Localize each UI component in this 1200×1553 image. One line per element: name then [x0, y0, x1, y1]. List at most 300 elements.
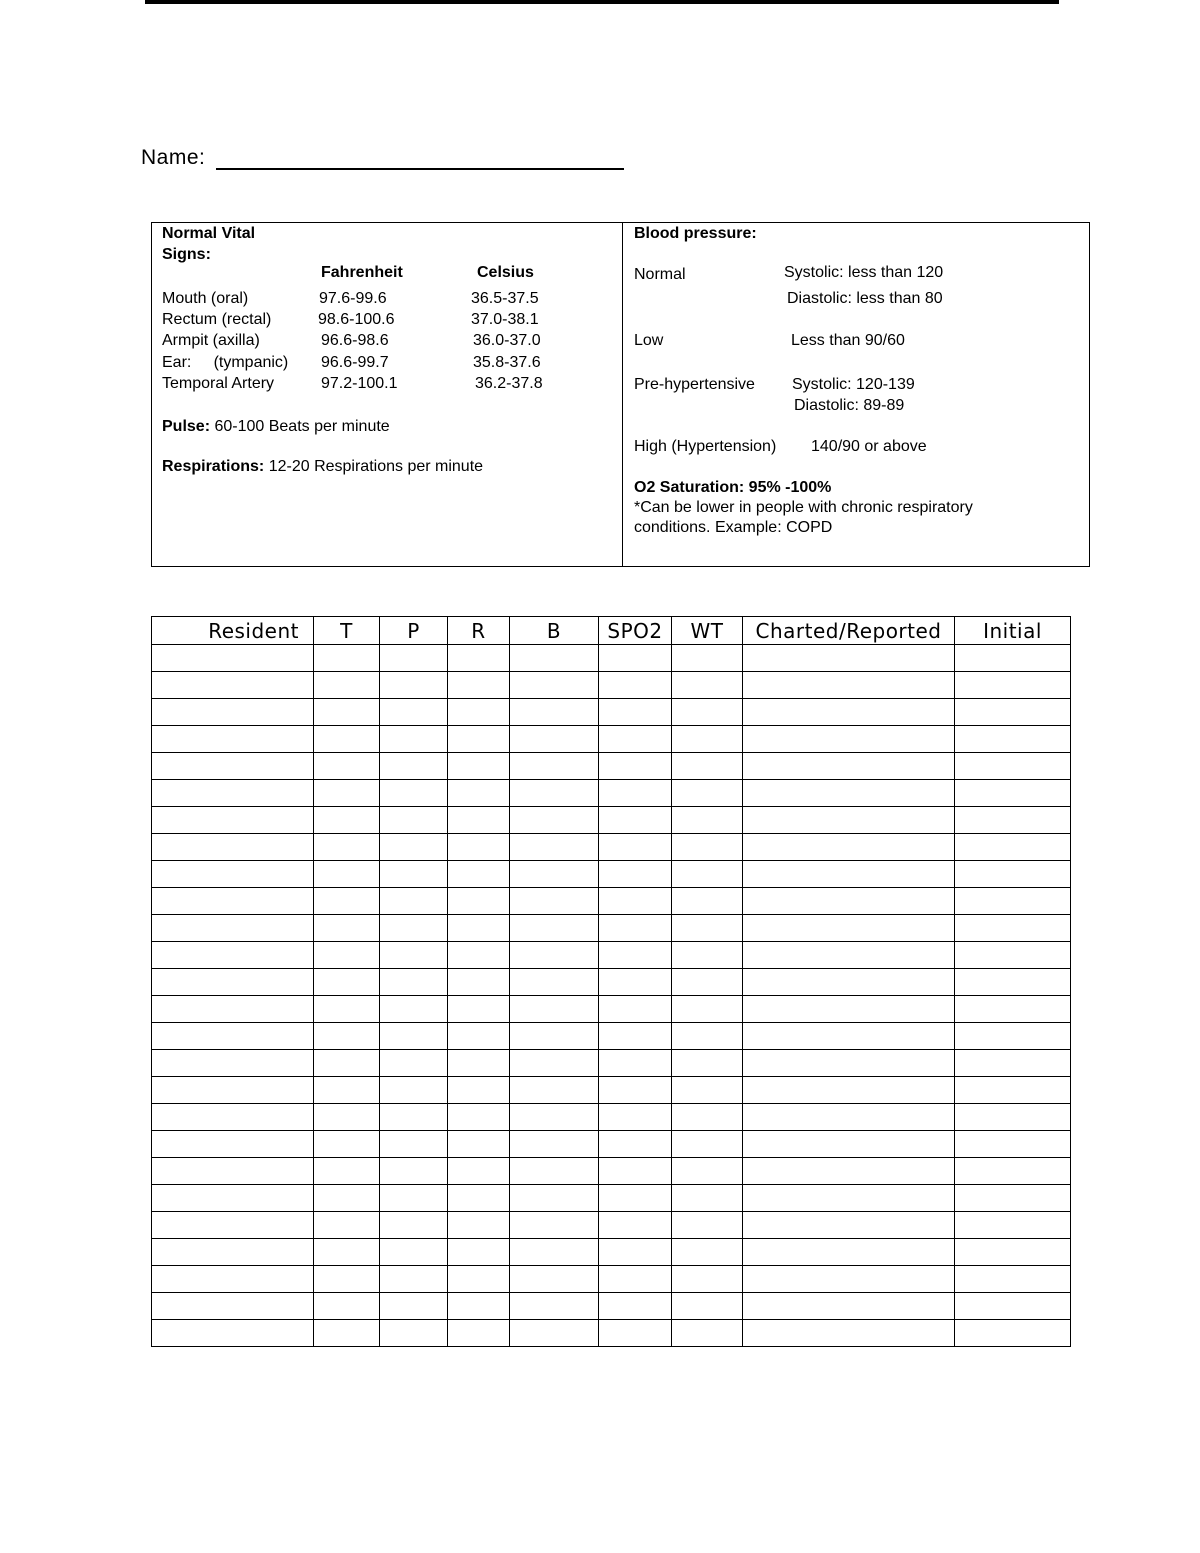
table-cell[interactable] [510, 861, 599, 888]
table-cell[interactable] [672, 888, 743, 915]
table-cell[interactable] [510, 969, 599, 996]
table-cell[interactable] [380, 1320, 448, 1347]
table-cell[interactable] [510, 1158, 599, 1185]
pulse-label: Pulse: [162, 418, 211, 435]
table-cell[interactable] [672, 672, 743, 699]
table-cell[interactable] [599, 1104, 672, 1131]
table-cell[interactable] [743, 888, 955, 915]
table-cell[interactable] [599, 915, 672, 942]
table-cell[interactable] [314, 888, 380, 915]
table-cell[interactable] [599, 1320, 672, 1347]
table-cell[interactable] [448, 915, 510, 942]
table-cell[interactable] [955, 672, 1071, 699]
table-cell[interactable] [314, 1104, 380, 1131]
table-cell[interactable] [510, 1077, 599, 1104]
table-row [152, 1050, 1071, 1077]
table-cell[interactable] [448, 1131, 510, 1158]
col-header-r: R [448, 617, 510, 645]
table-cell[interactable] [955, 1158, 1071, 1185]
table-cell[interactable] [510, 942, 599, 969]
bp-pre-label: Pre-hypertensive [634, 376, 755, 393]
table-cell[interactable] [152, 861, 314, 888]
table-cell[interactable] [152, 1293, 314, 1320]
table-cell[interactable] [955, 780, 1071, 807]
table-cell[interactable] [599, 780, 672, 807]
table-cell[interactable] [152, 1131, 314, 1158]
table-cell[interactable] [314, 699, 380, 726]
table-cell[interactable] [743, 942, 955, 969]
table-row [152, 861, 1071, 888]
table-cell[interactable] [380, 780, 448, 807]
table-cell[interactable] [672, 1185, 743, 1212]
table-cell[interactable] [743, 861, 955, 888]
table-cell[interactable] [510, 1320, 599, 1347]
table-row [152, 1077, 1071, 1104]
table-cell[interactable] [314, 861, 380, 888]
table-cell[interactable] [380, 1023, 448, 1050]
table-cell[interactable] [955, 807, 1071, 834]
table-cell[interactable] [743, 1050, 955, 1077]
table-cell[interactable] [672, 1266, 743, 1293]
table-row [152, 726, 1071, 753]
table-cell[interactable] [314, 1050, 380, 1077]
table-cell[interactable] [314, 645, 380, 672]
table-cell[interactable] [955, 645, 1071, 672]
o2-title: O2 Saturation: 95% -100% [634, 479, 832, 496]
table-cell[interactable] [510, 996, 599, 1023]
table-cell[interactable] [152, 1104, 314, 1131]
table-cell[interactable] [152, 969, 314, 996]
table-row [152, 942, 1071, 969]
table-cell[interactable] [599, 1158, 672, 1185]
table-cell[interactable] [380, 1050, 448, 1077]
table-cell[interactable] [448, 1050, 510, 1077]
table-cell[interactable] [314, 807, 380, 834]
table-cell[interactable] [448, 1185, 510, 1212]
table-row [152, 1185, 1071, 1212]
col-header-wt: WT [672, 617, 743, 645]
table-cell[interactable] [955, 1104, 1071, 1131]
table-cell[interactable] [599, 726, 672, 753]
table-cell[interactable] [672, 996, 743, 1023]
table-cell[interactable] [510, 1131, 599, 1158]
table-cell[interactable] [672, 942, 743, 969]
table-cell[interactable] [955, 1239, 1071, 1266]
bp-high-label: High (Hypertension) [634, 438, 777, 455]
table-cell[interactable] [672, 1077, 743, 1104]
table-cell[interactable] [743, 1293, 955, 1320]
table-cell[interactable] [743, 726, 955, 753]
table-cell[interactable] [448, 699, 510, 726]
table-cell[interactable] [380, 1293, 448, 1320]
table-row [152, 1212, 1071, 1239]
col-header-initial: Initial [955, 617, 1071, 645]
table-cell[interactable] [152, 834, 314, 861]
temp-site: Armpit (axilla) [162, 332, 260, 349]
table-cell[interactable] [448, 1023, 510, 1050]
table-cell[interactable] [314, 1320, 380, 1347]
table-cell[interactable] [380, 753, 448, 780]
table-cell[interactable] [672, 753, 743, 780]
table-cell[interactable] [955, 942, 1071, 969]
table-cell[interactable] [314, 996, 380, 1023]
table-cell[interactable] [955, 915, 1071, 942]
table-row [152, 1293, 1071, 1320]
table-cell[interactable] [672, 1320, 743, 1347]
table-cell[interactable] [448, 1266, 510, 1293]
table-cell[interactable] [380, 672, 448, 699]
table-cell[interactable] [599, 807, 672, 834]
table-cell[interactable] [955, 1212, 1071, 1239]
table-cell[interactable] [599, 645, 672, 672]
vitals-log-table [151, 616, 1071, 1347]
table-cell[interactable] [152, 1320, 314, 1347]
table-cell[interactable] [599, 861, 672, 888]
table-cell[interactable] [314, 834, 380, 861]
table-cell[interactable] [510, 1266, 599, 1293]
table-cell[interactable] [672, 1023, 743, 1050]
table-row [152, 645, 1071, 672]
table-row [152, 888, 1071, 915]
table-cell[interactable] [380, 1185, 448, 1212]
table-cell[interactable] [380, 1158, 448, 1185]
table-row [152, 996, 1071, 1023]
table-cell[interactable] [743, 1104, 955, 1131]
table-cell[interactable] [380, 1104, 448, 1131]
table-cell[interactable] [314, 780, 380, 807]
table-cell[interactable] [510, 888, 599, 915]
table-cell[interactable] [672, 969, 743, 996]
temp-f: 96.6-98.6 [321, 332, 389, 349]
table-cell[interactable] [152, 780, 314, 807]
table-cell[interactable] [599, 699, 672, 726]
table-cell[interactable] [672, 807, 743, 834]
table-cell[interactable] [380, 726, 448, 753]
table-cell[interactable] [380, 996, 448, 1023]
table-cell[interactable] [510, 699, 599, 726]
table-cell[interactable] [152, 1023, 314, 1050]
table-cell[interactable] [672, 861, 743, 888]
table-cell[interactable] [672, 1104, 743, 1131]
table-cell[interactable] [599, 1050, 672, 1077]
table-cell[interactable] [510, 1293, 599, 1320]
table-cell[interactable] [743, 834, 955, 861]
table-cell[interactable] [672, 1239, 743, 1266]
bp-normal-systolic: Systolic: less than 120 [784, 264, 944, 281]
table-cell[interactable] [510, 1212, 599, 1239]
table-cell[interactable] [448, 1077, 510, 1104]
bp-title: Blood pressure: [634, 225, 757, 242]
table-cell[interactable] [380, 888, 448, 915]
table-row [152, 1131, 1071, 1158]
table-cell[interactable] [672, 1293, 743, 1320]
temp-c: 36.0-37.0 [473, 332, 541, 349]
table-cell[interactable] [448, 1158, 510, 1185]
table-cell[interactable] [510, 753, 599, 780]
table-cell[interactable] [152, 996, 314, 1023]
respirations-value: 12-20 Respirations per minute [268, 458, 484, 475]
table-cell[interactable] [448, 861, 510, 888]
table-cell[interactable] [314, 753, 380, 780]
col-header-resident: Resident [152, 617, 314, 645]
table-row [152, 1320, 1071, 1347]
table-cell[interactable] [314, 1158, 380, 1185]
bp-high-value: 140/90 or above [811, 438, 927, 455]
table-cell[interactable] [955, 996, 1071, 1023]
table-cell[interactable] [743, 915, 955, 942]
table-cell[interactable] [955, 1185, 1071, 1212]
table-cell[interactable] [743, 996, 955, 1023]
table-cell[interactable] [314, 942, 380, 969]
table-cell[interactable] [599, 834, 672, 861]
temp-site: Temporal Artery [162, 375, 275, 392]
table-cell[interactable] [314, 1266, 380, 1293]
table-cell[interactable] [743, 645, 955, 672]
table-cell[interactable] [743, 1158, 955, 1185]
table-cell[interactable] [599, 753, 672, 780]
table-cell[interactable] [380, 942, 448, 969]
table-cell[interactable] [955, 1050, 1071, 1077]
table-cell[interactable] [510, 1023, 599, 1050]
table-cell[interactable] [599, 1077, 672, 1104]
vitals-title-1: Normal Vital [162, 225, 256, 242]
table-cell[interactable] [314, 726, 380, 753]
table-cell[interactable] [743, 1266, 955, 1293]
table-cell[interactable] [955, 969, 1071, 996]
table-row [152, 807, 1071, 834]
celsius-header: Celsius [477, 264, 534, 281]
table-cell[interactable] [152, 1050, 314, 1077]
table-cell[interactable] [314, 672, 380, 699]
table-cell[interactable] [510, 834, 599, 861]
table-cell[interactable] [380, 699, 448, 726]
table-cell[interactable] [448, 969, 510, 996]
table-row [152, 1266, 1071, 1293]
table-cell[interactable] [448, 645, 510, 672]
reference-divider [622, 222, 623, 567]
bp-normal-diastolic: Diastolic: less than 80 [787, 290, 943, 307]
table-cell[interactable] [380, 1239, 448, 1266]
table-cell[interactable] [743, 1023, 955, 1050]
table-cell[interactable] [314, 1131, 380, 1158]
temp-f: 98.6-100.6 [318, 311, 395, 328]
table-cell[interactable] [380, 1131, 448, 1158]
table-cell[interactable] [510, 672, 599, 699]
table-cell[interactable] [672, 1158, 743, 1185]
respirations-line [162, 459, 483, 475]
table-cell[interactable] [955, 861, 1071, 888]
table-row [152, 834, 1071, 861]
table-header-row [152, 617, 1071, 645]
table-cell[interactable] [599, 1185, 672, 1212]
pulse-value: 60-100 Beats per minute [214, 418, 390, 435]
table-cell[interactable] [743, 1131, 955, 1158]
table-cell[interactable] [448, 1293, 510, 1320]
table-cell[interactable] [380, 861, 448, 888]
table-cell[interactable] [314, 1023, 380, 1050]
table-cell[interactable] [448, 807, 510, 834]
table-cell[interactable] [448, 888, 510, 915]
table-row [152, 753, 1071, 780]
table-cell[interactable] [510, 726, 599, 753]
table-cell[interactable] [152, 726, 314, 753]
table-cell[interactable] [510, 1050, 599, 1077]
name-field[interactable] [216, 168, 624, 170]
temp-site: Rectum (rectal) [162, 311, 272, 328]
table-cell[interactable] [672, 915, 743, 942]
table-row [152, 1104, 1071, 1131]
table-cell[interactable] [152, 1158, 314, 1185]
table-cell[interactable] [955, 1077, 1071, 1104]
table-cell[interactable] [955, 726, 1071, 753]
table-cell[interactable] [510, 1185, 599, 1212]
table-cell[interactable] [510, 645, 599, 672]
table-cell[interactable] [448, 753, 510, 780]
bp-normal-label: Normal [634, 266, 686, 283]
table-cell[interactable] [743, 780, 955, 807]
table-cell[interactable] [380, 645, 448, 672]
table-cell[interactable] [380, 1266, 448, 1293]
table-cell[interactable] [743, 1077, 955, 1104]
table-cell[interactable] [743, 1185, 955, 1212]
table-cell[interactable] [380, 915, 448, 942]
table-cell[interactable] [448, 942, 510, 969]
table-cell[interactable] [152, 1077, 314, 1104]
temp-c: 35.8-37.6 [473, 354, 541, 371]
table-cell[interactable] [448, 1104, 510, 1131]
table-cell[interactable] [743, 699, 955, 726]
table-cell[interactable] [314, 1212, 380, 1239]
table-cell[interactable] [380, 1077, 448, 1104]
table-cell[interactable] [599, 888, 672, 915]
temp-c: 36.5-37.5 [471, 290, 539, 307]
table-cell[interactable] [599, 1023, 672, 1050]
bp-low-label: Low [634, 332, 664, 349]
table-cell[interactable] [448, 672, 510, 699]
table-cell[interactable] [152, 753, 314, 780]
table-cell[interactable] [314, 1293, 380, 1320]
table-cell[interactable] [955, 1131, 1071, 1158]
table-cell[interactable] [314, 1239, 380, 1266]
table-cell[interactable] [448, 1320, 510, 1347]
col-header-b: B [510, 617, 599, 645]
table-cell[interactable] [743, 807, 955, 834]
table-cell[interactable] [152, 807, 314, 834]
table-cell[interactable] [599, 1212, 672, 1239]
table-cell[interactable] [510, 1104, 599, 1131]
table-cell[interactable] [955, 1293, 1071, 1320]
table-cell[interactable] [152, 1266, 314, 1293]
table-cell[interactable] [672, 1050, 743, 1077]
table-cell[interactable] [152, 942, 314, 969]
table-cell[interactable] [743, 1212, 955, 1239]
table-cell[interactable] [314, 1185, 380, 1212]
table-cell[interactable] [743, 969, 955, 996]
table-cell[interactable] [152, 1185, 314, 1212]
table-row [152, 1023, 1071, 1050]
bp-pre-diastolic: Diastolic: 89-89 [794, 397, 905, 414]
name-label: Name: [141, 146, 206, 169]
pulse-line [162, 419, 390, 435]
table-cell[interactable] [672, 780, 743, 807]
table-cell[interactable] [955, 753, 1071, 780]
table-cell[interactable] [672, 834, 743, 861]
table-cell[interactable] [743, 672, 955, 699]
table-cell[interactable] [599, 672, 672, 699]
fahrenheit-header: Fahrenheit [321, 264, 403, 281]
table-cell[interactable] [380, 969, 448, 996]
table-row [152, 969, 1071, 996]
table-cell[interactable] [152, 645, 314, 672]
table-cell[interactable] [743, 753, 955, 780]
table-cell[interactable] [448, 834, 510, 861]
table-cell[interactable] [314, 969, 380, 996]
table-cell[interactable] [672, 699, 743, 726]
table-cell[interactable] [955, 1023, 1071, 1050]
table-cell[interactable] [448, 1212, 510, 1239]
table-cell[interactable] [152, 1239, 314, 1266]
col-header-t: T [314, 617, 380, 645]
table-cell[interactable] [955, 1266, 1071, 1293]
table-cell[interactable] [599, 969, 672, 996]
table-cell[interactable] [380, 1212, 448, 1239]
respirations-label: Respirations: [162, 458, 265, 475]
table-cell[interactable] [672, 1131, 743, 1158]
table-cell[interactable] [672, 726, 743, 753]
table-cell[interactable] [510, 915, 599, 942]
table-cell[interactable] [314, 915, 380, 942]
table-cell[interactable] [955, 834, 1071, 861]
table-cell[interactable] [380, 834, 448, 861]
table-cell[interactable] [380, 807, 448, 834]
table-cell[interactable] [672, 1212, 743, 1239]
table-cell[interactable] [152, 672, 314, 699]
bp-low-value: Less than 90/60 [791, 332, 905, 349]
table-cell[interactable] [152, 888, 314, 915]
o2-note-1: *Can be lower in people with chronic respiratory [634, 499, 973, 516]
table-cell[interactable] [743, 1239, 955, 1266]
table-row [152, 672, 1071, 699]
table-cell[interactable] [955, 1320, 1071, 1347]
top-rule [145, 0, 1059, 4]
table-cell[interactable] [510, 807, 599, 834]
table-cell[interactable] [448, 726, 510, 753]
table-cell[interactable] [599, 1239, 672, 1266]
table-row [152, 1158, 1071, 1185]
table-cell[interactable] [672, 645, 743, 672]
temp-site: Ear: (tympanic) [162, 354, 289, 371]
col-header-charted-reported: Charted/Reported [743, 617, 955, 645]
table-cell[interactable] [510, 1239, 599, 1266]
table-cell[interactable] [448, 1239, 510, 1266]
table-cell[interactable] [510, 780, 599, 807]
table-cell[interactable] [152, 1212, 314, 1239]
table-cell[interactable] [448, 996, 510, 1023]
table-cell[interactable] [955, 699, 1071, 726]
temp-f: 97.6-99.6 [319, 290, 387, 307]
table-cell[interactable] [955, 888, 1071, 915]
table-cell[interactable] [599, 942, 672, 969]
table-cell[interactable] [599, 1131, 672, 1158]
table-cell[interactable] [599, 996, 672, 1023]
table-cell[interactable] [314, 1077, 380, 1104]
table-cell[interactable] [152, 699, 314, 726]
table-cell[interactable] [599, 1266, 672, 1293]
table-cell[interactable] [599, 1293, 672, 1320]
table-cell[interactable] [152, 915, 314, 942]
table-cell[interactable] [448, 780, 510, 807]
table-cell[interactable] [743, 1320, 955, 1347]
